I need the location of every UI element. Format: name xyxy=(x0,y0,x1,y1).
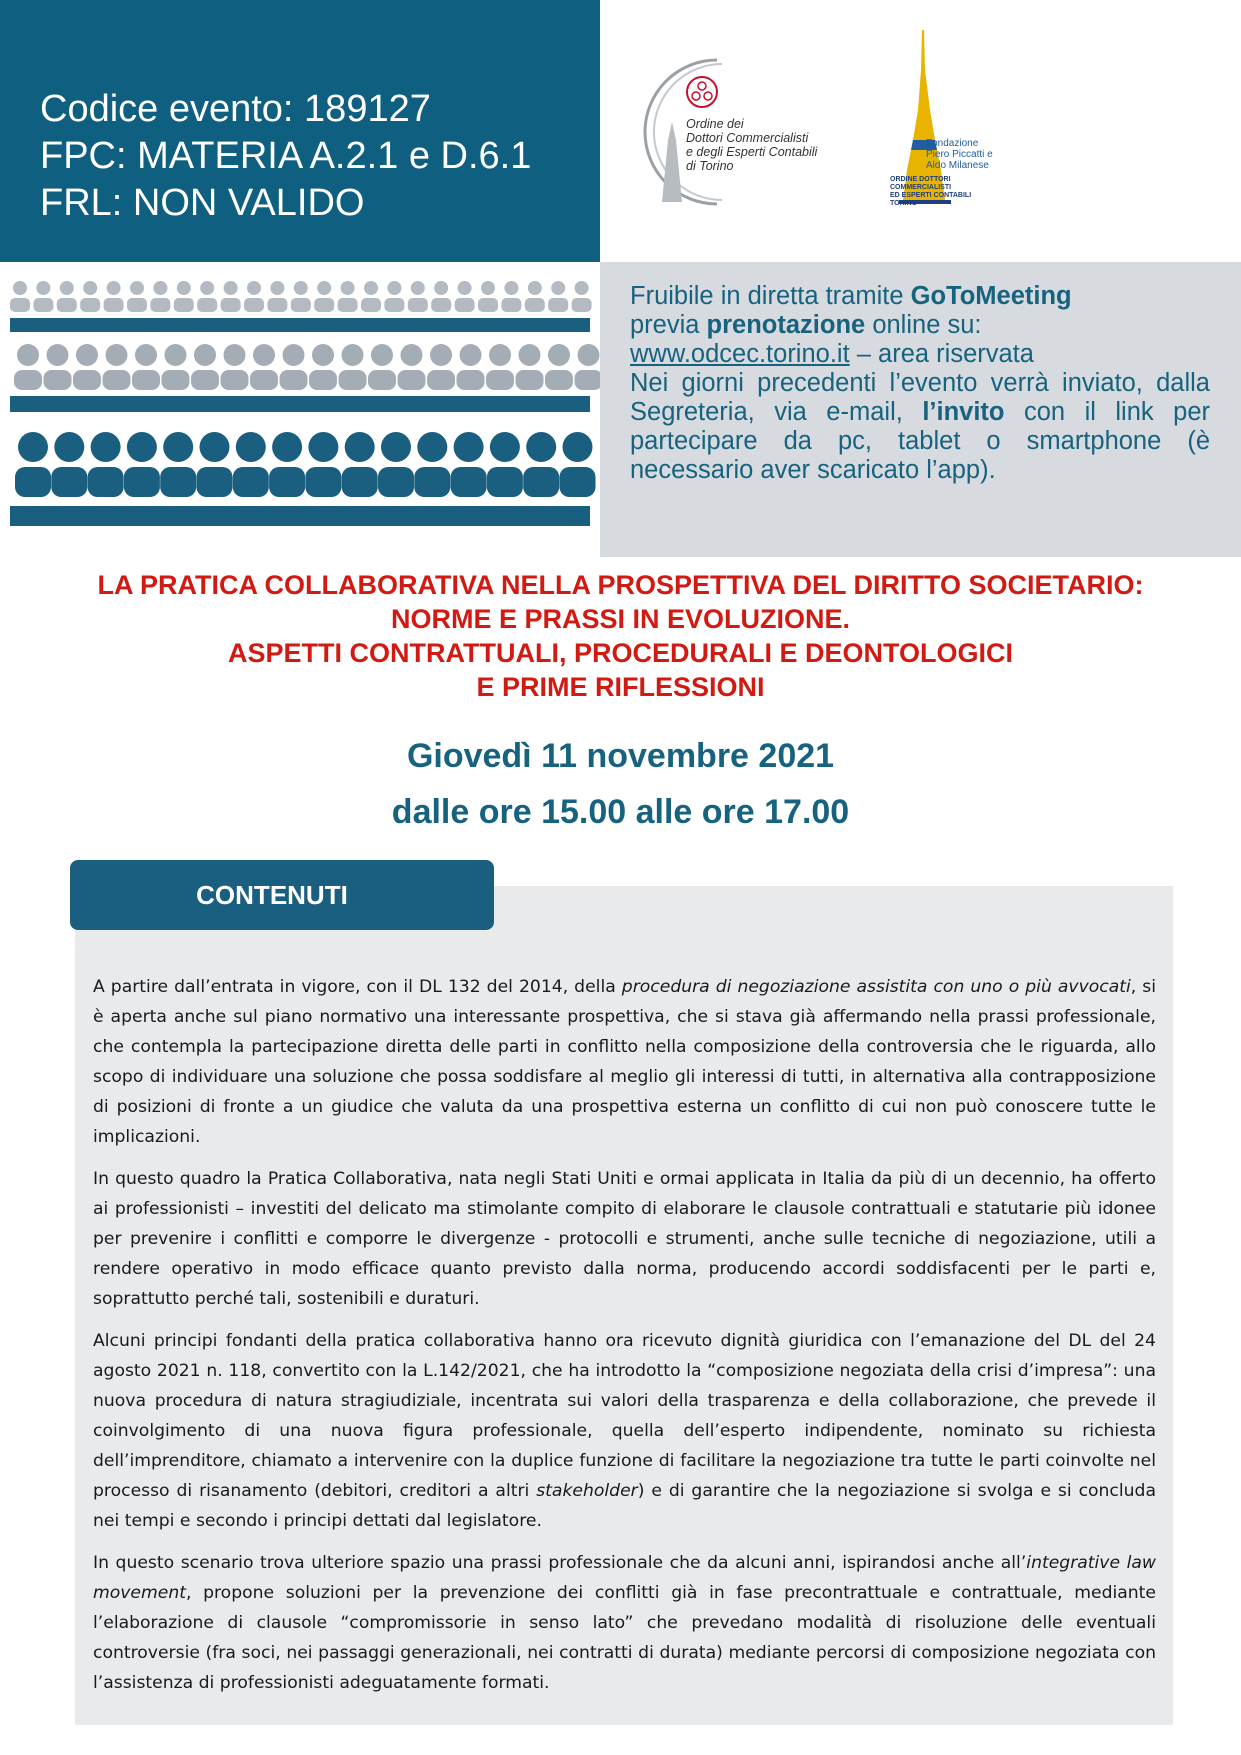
audience-figure-part xyxy=(107,281,121,295)
audience-figure-part xyxy=(200,432,230,462)
audience-figure-part xyxy=(457,370,485,390)
audience-figure-part xyxy=(408,298,428,312)
access-info-box xyxy=(600,262,1241,557)
audience-figure-part xyxy=(312,344,334,366)
audience-figure-part xyxy=(80,298,100,312)
audience-figure-part xyxy=(200,281,214,295)
audience-figure-part xyxy=(267,298,287,312)
audience-figure-part xyxy=(460,344,482,366)
audience-figure-part xyxy=(551,281,565,295)
audience-figure-part xyxy=(548,344,570,366)
audience-figure-part xyxy=(489,344,511,366)
audience-figure-part xyxy=(194,344,216,366)
odcec-name: Ordine dei Dottori Commercialisti e degli Esperti Contabili di Torino xyxy=(686,117,818,173)
audience-figure-part xyxy=(430,344,452,366)
audience-figure-part xyxy=(13,281,27,295)
audience-figure-part xyxy=(368,370,396,390)
audience-figure-part xyxy=(17,344,39,366)
audience-figure-part xyxy=(91,432,121,462)
audience-figure-part xyxy=(414,467,450,497)
audience-figure-part xyxy=(519,344,541,366)
audience-figure-part xyxy=(76,344,98,366)
audience-figure-part xyxy=(57,298,77,312)
audience-figure-part xyxy=(486,370,514,390)
frl-status: FRL: NON VALIDO xyxy=(40,182,365,224)
fondazione-name: Fondazione Piero Piccatti e Aldo Milanese xyxy=(926,138,993,171)
audience-figure-part xyxy=(575,370,601,390)
audience-figure-part xyxy=(103,370,131,390)
audience-figure-part xyxy=(458,281,472,295)
audience-figure-part xyxy=(244,298,264,312)
audience-figure-part xyxy=(434,281,448,295)
odcec-link[interactable]: www.odcec.torino.it xyxy=(630,340,850,368)
audience-figure-part xyxy=(47,344,69,366)
event-title xyxy=(0,568,1241,704)
audience-figure-part xyxy=(361,298,381,312)
audience-figure-part xyxy=(478,298,498,312)
audience-figure-part xyxy=(54,432,84,462)
audience-figure-part xyxy=(135,344,157,366)
audience-figure-part xyxy=(490,432,520,462)
audience-figure-part xyxy=(14,370,42,390)
audience-figure-part xyxy=(526,432,556,462)
fpc-subject: FPC: MATERIA A.2.1 e D.6.1 xyxy=(40,135,532,177)
event-time: dalle ore 15.00 alle ore 17.00 xyxy=(391,793,850,831)
audience-figure-part xyxy=(253,344,275,366)
title-line-2: NORME E PRASSI IN EVOLUZIONE. xyxy=(390,604,851,634)
audience-figure-part xyxy=(516,370,544,390)
audience-figure-part xyxy=(501,298,521,312)
audience-figure-part xyxy=(163,432,193,462)
audience-figure-part xyxy=(431,298,451,312)
audience-figure-part xyxy=(294,281,308,295)
title-line-3: ASPETTI CONTRATTUALI, PROCEDURALI E DEONTOLOGICI xyxy=(227,638,1013,668)
audience-figure-part xyxy=(309,370,337,390)
paragraph-1: A partire dall’entrata in vigore, con il DL 132 del 2014, della procedura di negoziazione assistita con uno o più avvocati, si è aperta anche sul piano normativo una interessante prospettiva, che si stava già affermando nella prassi professionale, che contempla la partecipazione diretta delle parti in conflitto nella composizione della controversia che le riguarda, allo scopo di individuare una soluzione che possa soddisfare al meglio gli interessi di tutti, in alternativa alla contrapposizione di posizioni di fronte a un giudice che valuta da una prospettiva esterna un conflitto di cui non può conoscere tutte le implicazioni. xyxy=(93,977,1156,1147)
audience-figure-part xyxy=(563,432,593,462)
audience-figure-part xyxy=(387,281,401,295)
audience-figure-part xyxy=(291,298,311,312)
audience-figure-part xyxy=(341,281,355,295)
audience-illustration xyxy=(0,262,600,557)
audience-figure-part xyxy=(342,344,364,366)
audience-figure-part xyxy=(317,281,331,295)
audience-figure-part xyxy=(528,281,542,295)
booking-keyword: prenotazione xyxy=(706,311,866,339)
event-code: Codice evento: 189127 xyxy=(40,88,431,130)
audience-figure-part xyxy=(247,281,261,295)
audience-figure-part xyxy=(10,298,30,312)
audience-figure-part xyxy=(104,298,124,312)
audience-figure-part xyxy=(345,432,375,462)
audience-figure-part xyxy=(33,298,53,312)
audience-figure-part xyxy=(160,467,196,497)
audience-figure-part xyxy=(83,281,97,295)
audience-figure-part xyxy=(221,370,249,390)
audience-figure-part xyxy=(572,298,592,312)
audience-figure-part xyxy=(384,298,404,312)
paragraph-4: In questo scenario trova ulteriore spazio una prassi professionale che da alcuni anni, ispirandosi anche all’integrative law movement, propone soluzioni per la prevenzione dei conflitti già in fase precontrattuale e contrattuale, mediante l’elaborazione di clausole “compromissorie in senso lato” che prevedano modalità di risoluzione delle eventuali controversie (fra soci, nei passaggi generazionali, nei contratti di durata) mediante percorsi di composizione negoziata con l’assistenza di professionisti adeguatamente formati. xyxy=(93,1553,1156,1693)
audience-figure-part xyxy=(130,281,144,295)
audience-figure-part xyxy=(417,432,447,462)
booking-line: previa prenotazione online su: xyxy=(630,311,982,339)
audience-figure-part xyxy=(314,298,334,312)
audience-figure-part xyxy=(371,344,393,366)
audience-figure-part xyxy=(523,467,559,497)
audience-figure-part xyxy=(560,467,596,497)
audience-figures xyxy=(0,262,600,557)
audience-figure-part xyxy=(364,281,378,295)
audience-figure-part xyxy=(236,432,266,462)
audience-figure-part xyxy=(269,467,305,497)
audience-figure-part xyxy=(153,281,167,295)
audience-figure-part xyxy=(305,467,341,497)
audience-figure-part xyxy=(339,370,367,390)
audience-figure-part xyxy=(132,370,160,390)
audience-figure-part xyxy=(272,432,302,462)
audience-figure-part xyxy=(504,281,518,295)
audience-figure-part xyxy=(378,467,414,497)
audience-figure-part xyxy=(381,432,411,462)
audience-figure-part xyxy=(250,370,278,390)
audience-figure-part xyxy=(174,298,194,312)
audience-figure-part xyxy=(487,467,523,497)
audience-figure-part xyxy=(342,467,378,497)
invite-paragraph: Nei giorni precedenti l’evento verrà inviato, dalla Segreteria, via e-mail, l’invito con il link per partecipare da pc, tablet o smartphone (è necessario aver scaricato l’app). xyxy=(630,369,1210,484)
audience-figure-part xyxy=(36,281,50,295)
audience-figure-part xyxy=(15,467,51,497)
audience-figure-part xyxy=(427,370,455,390)
audience-figure-part xyxy=(106,344,128,366)
audience-figure-part xyxy=(481,281,495,295)
audience-figure-part xyxy=(224,281,238,295)
platform-name: GoToMeeting xyxy=(910,282,1072,310)
audience-figure-part xyxy=(150,298,170,312)
audience-figure-part xyxy=(197,467,233,497)
audience-figure-part xyxy=(338,298,358,312)
audience-figure-part xyxy=(545,370,573,390)
audience-figure-part xyxy=(73,370,101,390)
audience-figure-part xyxy=(197,298,217,312)
audience-figure-part xyxy=(548,298,568,312)
audience-figure-part xyxy=(233,467,269,497)
audience-figure-part xyxy=(44,370,72,390)
fondazione-subtitle: ORDINE DOTTORI COMMERCIALISTI ED ESPERTI CONTABILI TORINO xyxy=(890,176,972,207)
audience-figure-part xyxy=(398,370,426,390)
audience-figure-part xyxy=(454,432,484,462)
audience-figure-part xyxy=(127,298,147,312)
audience-figure-part xyxy=(575,281,589,295)
paragraph-2: In questo quadro la Pratica Collaborativa, nata negli Stati Uniti e ormai applicata in Italia da più di un decennio, ha offerto ai professionisti – investiti del delicato ma stimolante compito di elaborare le clausole contrattuali e statutarie più idonee per prevenire i conflitti e comporre le divergenze - protocolli e strumenti, anche sulle tecniche di negoziazione, utili a rendere operativo in modo efficace quanto previsto dalla norma, producendo accordi soddisfacenti per le parti e, soprattutto perché tali, sostenibili e duraturi. xyxy=(93,1169,1156,1309)
audience-figure-part xyxy=(578,344,600,366)
audience-figure-part xyxy=(221,298,241,312)
event-date: Giovedì 11 novembre 2021 xyxy=(406,737,835,775)
audience-figure-part xyxy=(455,298,475,312)
paragraph-3: Alcuni principi fondanti della pratica collaborativa hanno ora ricevuto dignità giuridica con l’emanazione del DL del 24 agosto 2021 n. 118, convertito con la L.142/2021, che ha introdotto la “composizione negoziata della crisi d’impresa”: una nuova procedura di natura stragiudiziale, incentrata sui valori della trasparenza e della collaborazione, che prevede il coinvolgimento di una nuova figura professionale, quella dell’esperto indipendente, nominato su richiesta dell’imprenditore, chiamato a intervenire con la duplice funzione di facilitare la negoziazione tra tutte le parti coinvolte nel processo di risanamento (debitori, creditori a altri stakeholder) e di garantire che la negoziazione si svolga e si concluda nei tempi e secondo i principi dettati dal legislatore. xyxy=(93,1331,1156,1531)
event-header xyxy=(0,0,600,262)
audience-figure-part xyxy=(525,298,545,312)
platform-line: Fruibile in diretta tramite GoToMeeting xyxy=(630,282,1072,310)
invite-keyword: l’invito xyxy=(922,398,1005,426)
audience-figure-part xyxy=(411,281,425,295)
audience-figure-part xyxy=(10,506,590,526)
contents-header: CONTENUTI xyxy=(70,860,494,930)
audience-figure-part xyxy=(308,432,338,462)
contents-text xyxy=(93,972,1156,1710)
audience-figure-part xyxy=(224,344,246,366)
audience-figure-part xyxy=(124,467,160,497)
audience-figure-part xyxy=(280,370,308,390)
url-line: www.odcec.torino.it – area riservata xyxy=(630,340,1034,368)
audience-figure-part xyxy=(60,281,74,295)
event-info xyxy=(40,86,531,227)
audience-figure-part xyxy=(10,396,590,412)
title-line-4: E PRIME RIFLESSIONI xyxy=(476,672,765,702)
audience-figure-part xyxy=(51,467,87,497)
access-info xyxy=(630,282,1210,485)
audience-figure-part xyxy=(10,318,590,332)
audience-figure-part xyxy=(177,281,191,295)
audience-figure-part xyxy=(127,432,157,462)
logos-area xyxy=(600,0,1241,262)
audience-figure-part xyxy=(270,281,284,295)
audience-figure-part xyxy=(162,370,190,390)
audience-figure-part xyxy=(18,432,48,462)
title-line-1: LA PRATICA COLLABORATIVA NELLA PROSPETTIVA DEL DIRITTO SOCIETARIO: xyxy=(97,570,1144,600)
audience-figure-part xyxy=(88,467,124,497)
audience-figure-part xyxy=(191,370,219,390)
audience-figure-part xyxy=(451,467,487,497)
audience-figure-part xyxy=(283,344,305,366)
audience-figure-part xyxy=(401,344,423,366)
audience-figure-part xyxy=(165,344,187,366)
